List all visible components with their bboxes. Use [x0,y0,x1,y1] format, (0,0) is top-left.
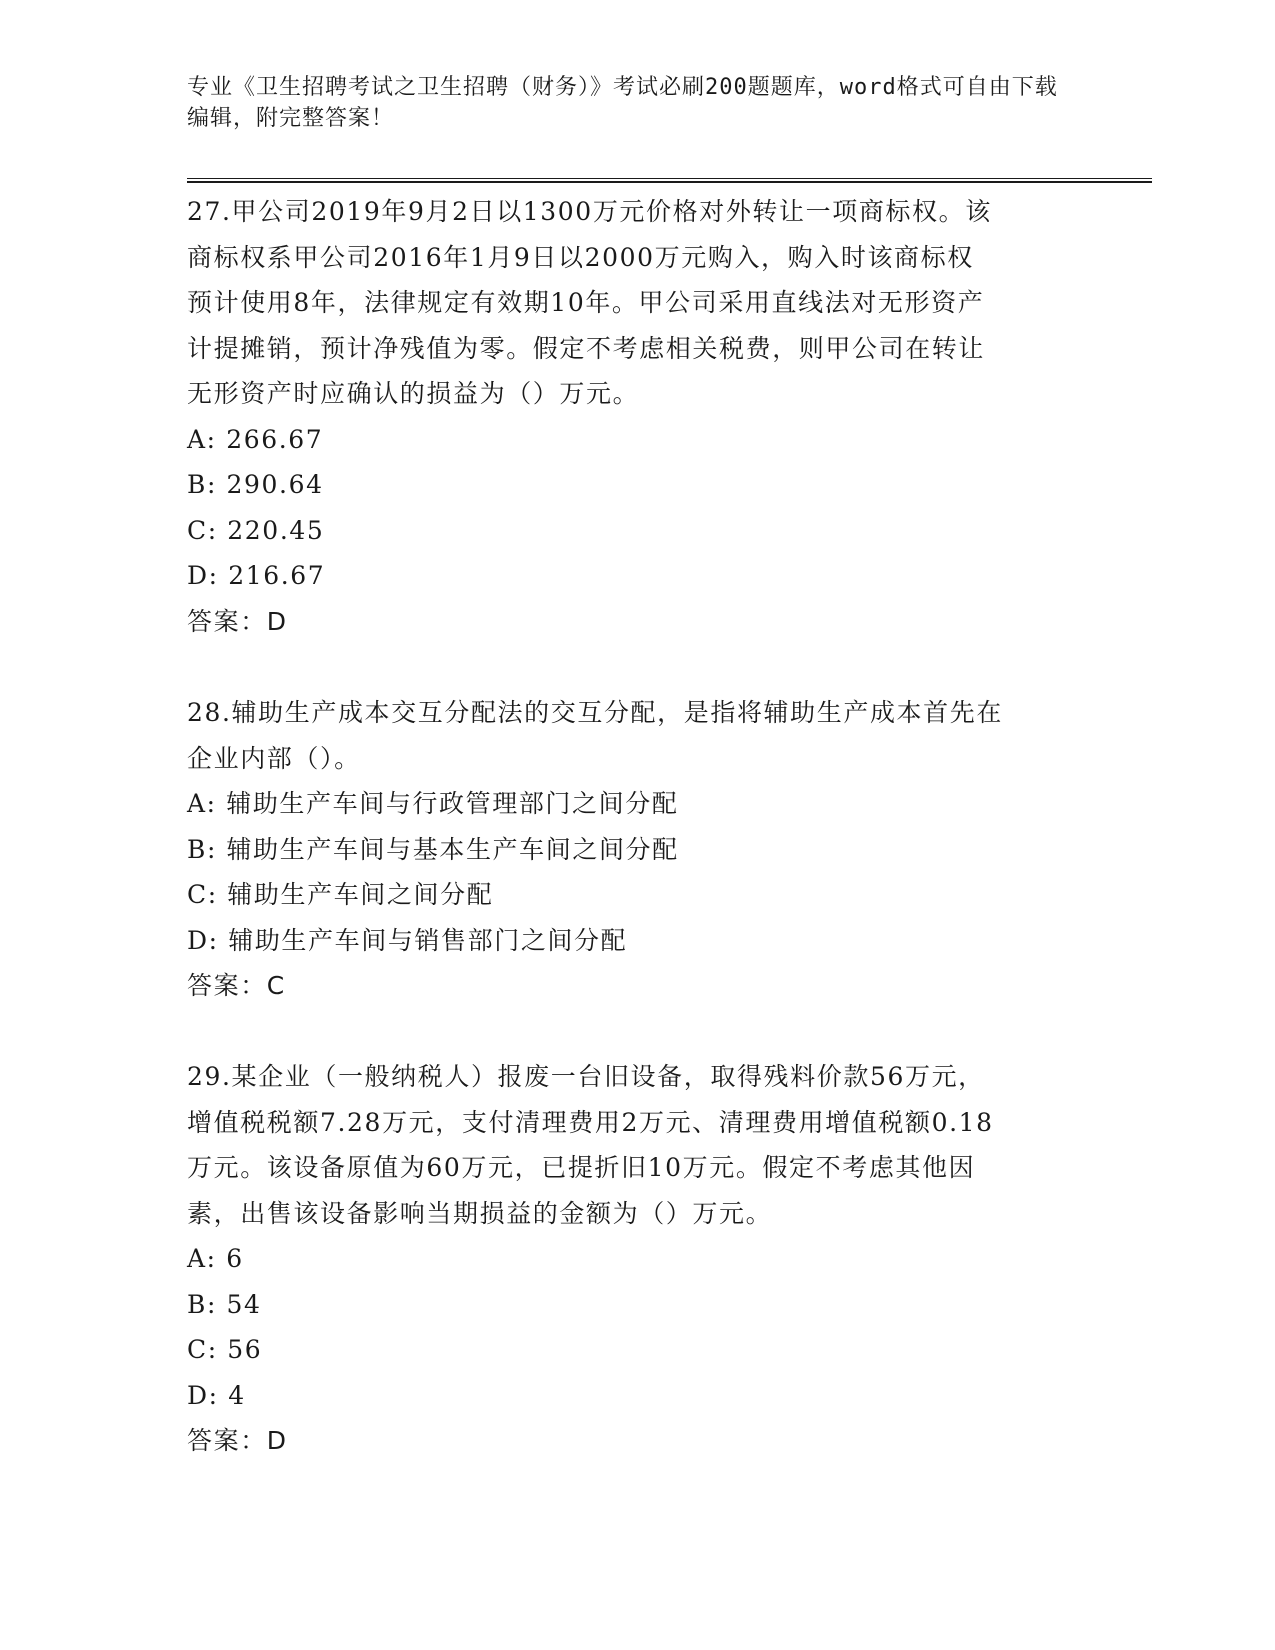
option-b: B: 54 [187,1289,262,1319]
option-b: B: 290.64 [187,470,324,499]
question-stem-line: 预计使用8年，法律规定有效期10年。甲公司采用直线法对无形资产 [187,288,985,317]
option-c: C: 辅助生产车间之间分配 [187,880,494,909]
question-27 [187,189,1087,644]
question-stem-line: 商标权系甲公司2016年1月9日以2000万元购入，购入时该商标权 [187,242,974,272]
option-d: D: 216.67 [187,561,326,590]
option-b: B: 辅助生产车间与基本生产车间之间分配 [187,834,679,864]
question-29 [187,1054,1087,1464]
option-d: D: 4 [187,1380,246,1410]
option-a: A: 辅助生产车间与行政管理部门之间分配 [187,789,679,818]
document-header [187,72,1067,134]
question-stem-line: 28.辅助生产成本交互分配法的交互分配，是指将辅助生产成本首先在 [187,698,1003,727]
header-divider-thin [187,178,1152,179]
option-c: C: 220.45 [187,515,325,545]
question-stem-line: 增值税税额7.28万元，支付清理费用2万元、清理费用增值税额0.18 [187,1107,994,1137]
answer: 答案：D [187,606,288,636]
question-stem-line: 计提摊销，预计净残值为零。假定不考虑相关税费，则甲公司在转让 [187,333,986,363]
option-a: A: 6 [187,1244,244,1273]
answer: 答案：D [187,1426,288,1455]
question-stem-line: 无形资产时应确认的损益为（）万元。 [187,379,640,408]
question-28 [187,690,1087,1009]
answer: 答案：C [187,971,286,1000]
header-title: 专业《卫生招聘考试之卫生招聘（财务）》考试必刷200题题库，word格式可自由下载编辑，附完整答案！ [187,75,1058,131]
question-stem-line: 27.甲公司2019年9月2日以1300万元价格对外转让一项商标权。该 [187,197,992,226]
question-stem-line: 企业内部（）。 [187,743,361,773]
option-c: C: 56 [187,1335,263,1364]
question-stem-line: 29.某企业（一般纳税人）报废一台旧设备，取得残料价款56万元， [187,1062,985,1091]
option-a: A: 266.67 [187,424,324,454]
question-stem-line: 素，出售该设备影响当期损益的金额为（）万元。 [187,1198,773,1228]
option-d: D: 辅助生产车间与销售部门之间分配 [187,925,628,955]
header-divider-thick [187,181,1152,183]
question-stem-line: 万元。该设备原值为60万元，已提折旧10万元。假定不考虑其他因 [187,1153,976,1182]
